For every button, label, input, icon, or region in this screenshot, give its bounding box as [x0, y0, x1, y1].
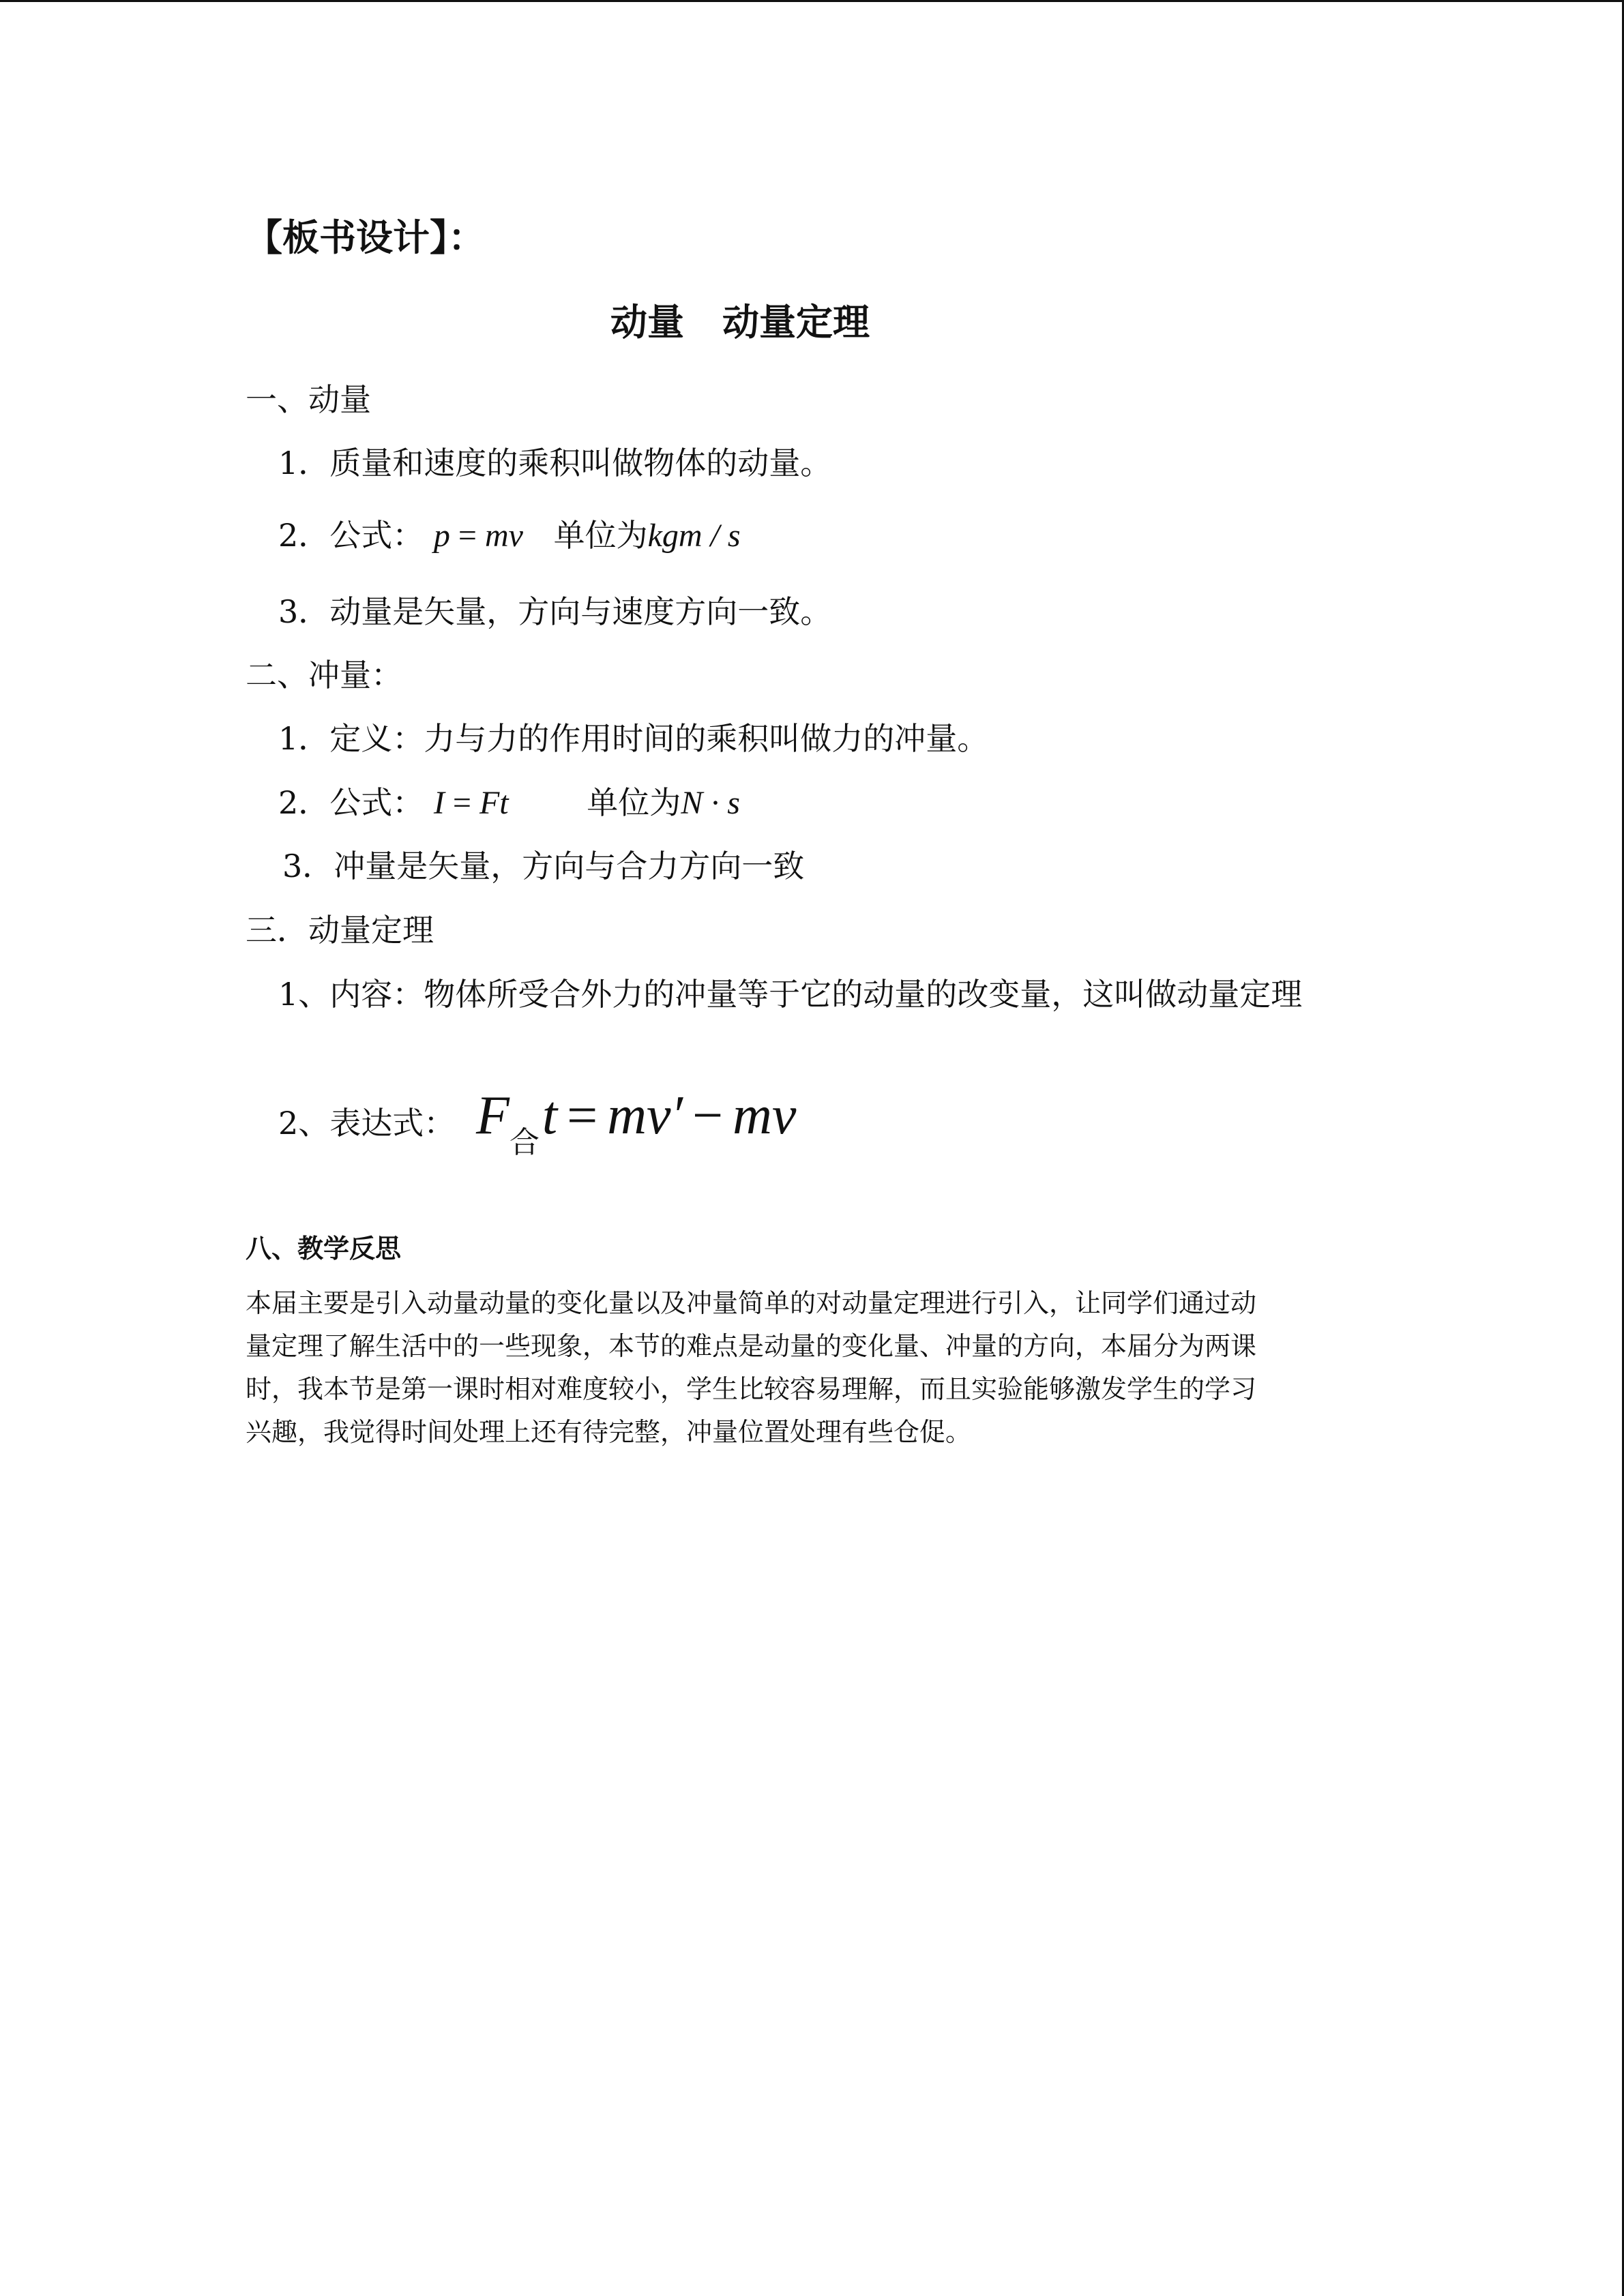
momentum-formula: p = mv	[433, 518, 523, 554]
title-part-theorem: 动量定理	[722, 301, 870, 344]
reflection-line: 本届主要是引入动量动量的变化量以及冲量简单的对动量定理进行引入，让同学们通过动	[246, 1288, 1257, 1318]
impulse-item-3: 3．冲量是矢量，方向与合力方向一致	[282, 848, 805, 884]
formula-subscript: 合	[509, 1125, 540, 1160]
momentum-unit-label: 单位为	[553, 517, 648, 554]
section-momentum-title: 一、动量	[246, 381, 371, 418]
impulse-formula: I = Ft	[433, 785, 509, 821]
theorem-item-1: 1、内容：物体所受合外力的冲量等于它的动量的改变量，这叫做动量定理	[278, 976, 1303, 1013]
reflection-line: 时，我本节是第一课时相对难度较小，学生比较容易理解，而且实验能够激发学生的学习	[246, 1374, 1257, 1404]
impulse-unit-label: 单位为	[587, 784, 681, 821]
title-part-momentum: 动量	[610, 301, 684, 344]
formula-time: t	[542, 1086, 558, 1146]
reflection-line: 量定理了解生活中的一些现象，本节的难点是动量的变化量、冲量的方向，本届分为两课	[246, 1331, 1257, 1361]
impulse-item-2	[278, 784, 740, 821]
reflection-paragraph	[246, 1282, 1371, 1454]
momentum-item-3: 3．动量是矢量，方向与速度方向一致。	[278, 593, 832, 630]
impulse-item-1: 1．定义：力与力的作用时间的乘积叫做力的冲量。	[278, 720, 989, 757]
momentum-unit: kgm / s	[647, 518, 741, 554]
section-impulse-title: 二、冲量：	[246, 657, 402, 694]
formula-minus: −	[692, 1086, 724, 1146]
section-theorem-title: 三．动量定理	[246, 912, 434, 949]
section-heading: 【板书设计】：	[246, 216, 485, 259]
theorem-item-2-prefix: 2、表达式：	[278, 1105, 456, 1142]
impulse-unit: N · s	[681, 785, 740, 821]
theorem-formula	[476, 1086, 797, 1160]
formula-equals: =	[567, 1086, 598, 1146]
momentum-item-2	[278, 517, 741, 554]
formula-final-momentum: mv′	[607, 1086, 683, 1146]
momentum-item-1: 1．质量和速度的乘积叫做物体的动量。	[278, 445, 832, 481]
momentum-formula-prefix: 2．公式：	[278, 517, 424, 554]
reflection-title: 八、教学反思	[246, 1234, 402, 1264]
document-title	[0, 301, 1480, 344]
formula-force: F	[476, 1086, 510, 1146]
formula-initial-momentum: mv	[733, 1086, 797, 1146]
reflection-line: 兴趣，我觉得时间处理上还有待完整，冲量位置处理有些仓促。	[246, 1417, 972, 1447]
impulse-formula-prefix: 2．公式：	[278, 784, 424, 821]
